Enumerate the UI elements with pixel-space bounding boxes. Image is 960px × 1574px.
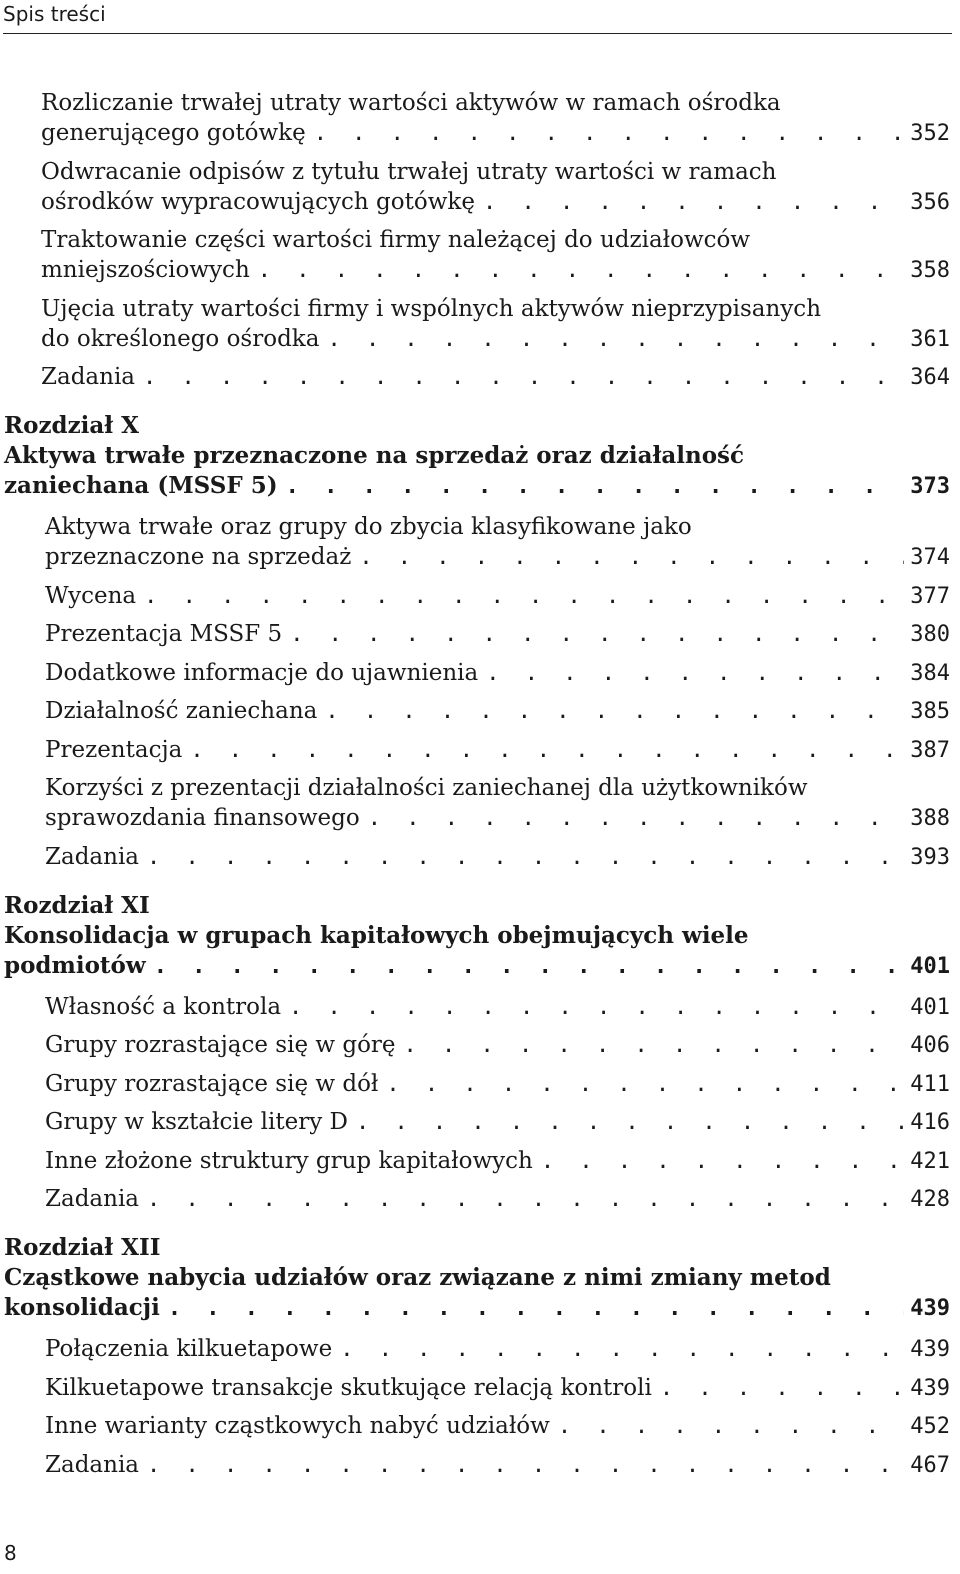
- dot-leader: [143, 363, 904, 393]
- toc-entry-page: 428: [910, 1187, 950, 1212]
- table-of-contents: [0, 88, 960, 1489]
- dot-leader: [314, 119, 905, 149]
- chapter-title-entry[interactable]: [4, 921, 950, 982]
- dot-leader: [483, 188, 904, 218]
- toc-entry-title: przeznaczone na sprzedaż: [45, 544, 352, 570]
- toc-entry-page: 421: [910, 1148, 950, 1174]
- dot-leader: [660, 1374, 904, 1404]
- chapter-number: Rozdział X: [4, 412, 140, 439]
- toc-entry-title: podmiotów: [4, 951, 146, 979]
- dot-leader: [486, 659, 904, 689]
- toc-entry-title: Połączenia kilkuetapowe: [45, 1336, 333, 1362]
- toc-entry-title-line: Cząstkowe nabycia udziałów oraz związane z nimi zmiany metod: [4, 1264, 831, 1291]
- dot-leader: [356, 1108, 904, 1138]
- toc-entry-page: 356: [910, 189, 950, 215]
- toc-entry[interactable]: [45, 773, 950, 834]
- dot-leader: [190, 736, 904, 766]
- header-title: Spis treści: [3, 2, 106, 26]
- toc-entry[interactable]: [41, 362, 950, 393]
- toc-entry[interactable]: [45, 1334, 950, 1365]
- toc-entry-page: 406: [910, 1033, 950, 1058]
- toc-entry-title: zaniechana (MSSF 5): [4, 472, 278, 499]
- toc-entry[interactable]: [45, 992, 950, 1023]
- toc-entry-title: Inne złożone struktury grup kapitałowych: [45, 1147, 533, 1174]
- toc-entry-page: 439: [910, 1337, 950, 1362]
- toc-entry-title-line: Ujęcia utraty wartości firmy i wspólnych aktywów nieprzypisanych: [41, 295, 822, 322]
- toc-entry[interactable]: [45, 1069, 950, 1100]
- toc-entry-page: 377: [910, 583, 950, 609]
- toc-entry-title: Inne warianty cząstkowych nabyć udziałów: [45, 1413, 550, 1439]
- toc-entry-page: 439: [910, 1296, 950, 1321]
- toc-entry-page: 380: [910, 622, 950, 647]
- toc-chapters: [0, 411, 960, 1481]
- toc-entry-page: 411: [910, 1071, 950, 1097]
- toc-entry-title: Grupy rozrastające się w dół: [45, 1070, 379, 1097]
- chapter-title-entry[interactable]: [4, 1263, 950, 1324]
- toc-entry[interactable]: [45, 658, 950, 689]
- toc-entry-page: 384: [910, 660, 950, 686]
- toc-entry[interactable]: [45, 735, 950, 766]
- dot-leader: [327, 325, 904, 355]
- dot-leader: [290, 620, 904, 650]
- dot-leader: [289, 993, 904, 1023]
- toc-entry-title: Prezentacja: [45, 736, 183, 763]
- toc-entry[interactable]: [45, 1373, 950, 1404]
- toc-entry-page: 393: [910, 844, 950, 870]
- toc-entry-title-line: Aktywa trwałe przeznaczone na sprzedaż oraz działalność: [4, 442, 745, 469]
- dot-leader: [144, 582, 904, 612]
- dot-leader: [258, 256, 904, 286]
- toc-entry-page: 364: [910, 365, 950, 390]
- toc-entry[interactable]: [45, 1146, 950, 1177]
- dot-leader: [541, 1147, 904, 1177]
- toc-entry-title: sprawozdania finansowego: [45, 805, 360, 831]
- toc-entry-title-line: Korzyści z prezentacji działalności zaniechanej dla użytkowników: [45, 775, 808, 801]
- chapter-section: [4, 1233, 960, 1481]
- toc-entry-title-line: Aktywa trwałe oraz grupy do zbycia klasyfikowane jako: [45, 514, 692, 540]
- toc-entry[interactable]: [45, 696, 950, 727]
- toc-entry[interactable]: [45, 1184, 950, 1215]
- toc-entry[interactable]: [45, 1450, 950, 1481]
- toc-entry-page: 358: [910, 258, 950, 283]
- dot-leader: [147, 843, 904, 873]
- toc-entry[interactable]: [45, 1107, 950, 1138]
- dot-leader: [368, 804, 905, 834]
- toc-entry-page: 374: [910, 545, 950, 570]
- toc-entry-page: 452: [910, 1414, 950, 1439]
- toc-entry-title-line: Traktowanie części wartości firmy należącej do udziałowców: [41, 227, 751, 253]
- toc-entry-title: generującego gotówkę: [41, 120, 306, 146]
- page-number: 8: [4, 1541, 17, 1565]
- toc-entry[interactable]: [45, 619, 950, 650]
- toc-entry-title: mniejszościowych: [41, 257, 250, 283]
- toc-entry-title: Zadania: [45, 1451, 140, 1478]
- running-header: [3, 0, 952, 34]
- toc-entry-page: 467: [910, 1452, 950, 1478]
- toc-entry-page: 401: [910, 953, 950, 979]
- toc-entry-title: Grupy w kształcie litery D: [45, 1109, 348, 1135]
- toc-entry-page: 373: [910, 474, 950, 499]
- toc-entry-title: Dodatkowe informacje do ujawnienia: [45, 659, 479, 686]
- toc-entry-title: Własność a kontrola: [45, 993, 282, 1020]
- toc-entry-title: Wycena: [45, 582, 137, 609]
- dot-leader: [147, 1185, 904, 1215]
- toc-entry[interactable]: [45, 1411, 950, 1442]
- toc-entry-page: 401: [910, 994, 950, 1020]
- dot-leader: [154, 952, 905, 982]
- dot-leader: [286, 472, 905, 502]
- toc-entry-title: do określonego ośrodka: [41, 325, 320, 352]
- dot-leader: [168, 1294, 904, 1324]
- toc-entry[interactable]: [45, 842, 950, 873]
- toc-entry-title-line: Odwracanie odpisów z tytułu trwałej utraty wartości w ramach: [41, 158, 777, 185]
- toc-intro-section: [0, 88, 960, 393]
- toc-entry-page: 361: [910, 326, 950, 352]
- toc-entry-title: konsolidacji: [4, 1294, 160, 1321]
- toc-entry-page: 352: [910, 121, 950, 146]
- toc-entry-page: 439: [910, 1375, 950, 1401]
- toc-entry-title: Zadania: [41, 364, 136, 390]
- toc-entry[interactable]: [41, 225, 950, 286]
- toc-entry-title: Grupy rozrastające się w górę: [45, 1032, 396, 1058]
- chapter-section: [4, 411, 960, 873]
- toc-entry-title: ośrodków wypracowujących gotówkę: [41, 188, 475, 215]
- toc-entry-page: 416: [910, 1110, 950, 1135]
- toc-entry[interactable]: [45, 581, 950, 612]
- dot-leader: [386, 1070, 904, 1100]
- chapter-number: Rozdział XII: [4, 1234, 161, 1261]
- toc-entry[interactable]: [45, 512, 950, 573]
- dot-leader: [340, 1335, 904, 1365]
- toc-entry-title: Zadania: [45, 1186, 140, 1212]
- toc-entry-page: 385: [910, 699, 950, 724]
- toc-entry[interactable]: [41, 157, 950, 218]
- toc-entry[interactable]: [41, 88, 950, 149]
- dot-leader: [359, 543, 904, 573]
- toc-entry-title: Działalność zaniechana: [45, 698, 318, 724]
- dot-leader: [558, 1412, 904, 1442]
- toc-entry[interactable]: [41, 294, 950, 355]
- toc-entry-page: 388: [910, 806, 950, 831]
- toc-entry-title: Kilkuetapowe transakcje skutkujące relacją kontroli: [45, 1374, 652, 1401]
- toc-entry-title-line: Konsolidacja w grupach kapitałowych obejmujących wiele: [4, 921, 749, 949]
- toc-entry-title: Zadania: [45, 843, 140, 870]
- dot-leader: [404, 1031, 905, 1061]
- dot-leader: [325, 697, 904, 727]
- toc-entry-title: Prezentacja MSSF 5: [45, 621, 283, 647]
- toc-entry-page: 387: [910, 737, 950, 763]
- chapter-number: Rozdział XI: [4, 891, 150, 919]
- chapter-section: [4, 891, 960, 1216]
- dot-leader: [147, 1451, 904, 1481]
- toc-entry[interactable]: [45, 1030, 950, 1061]
- chapter-title-entry[interactable]: [4, 441, 950, 502]
- toc-entry-title-line: Rozliczanie trwałej utraty wartości aktywów w ramach ośrodka: [41, 90, 781, 116]
